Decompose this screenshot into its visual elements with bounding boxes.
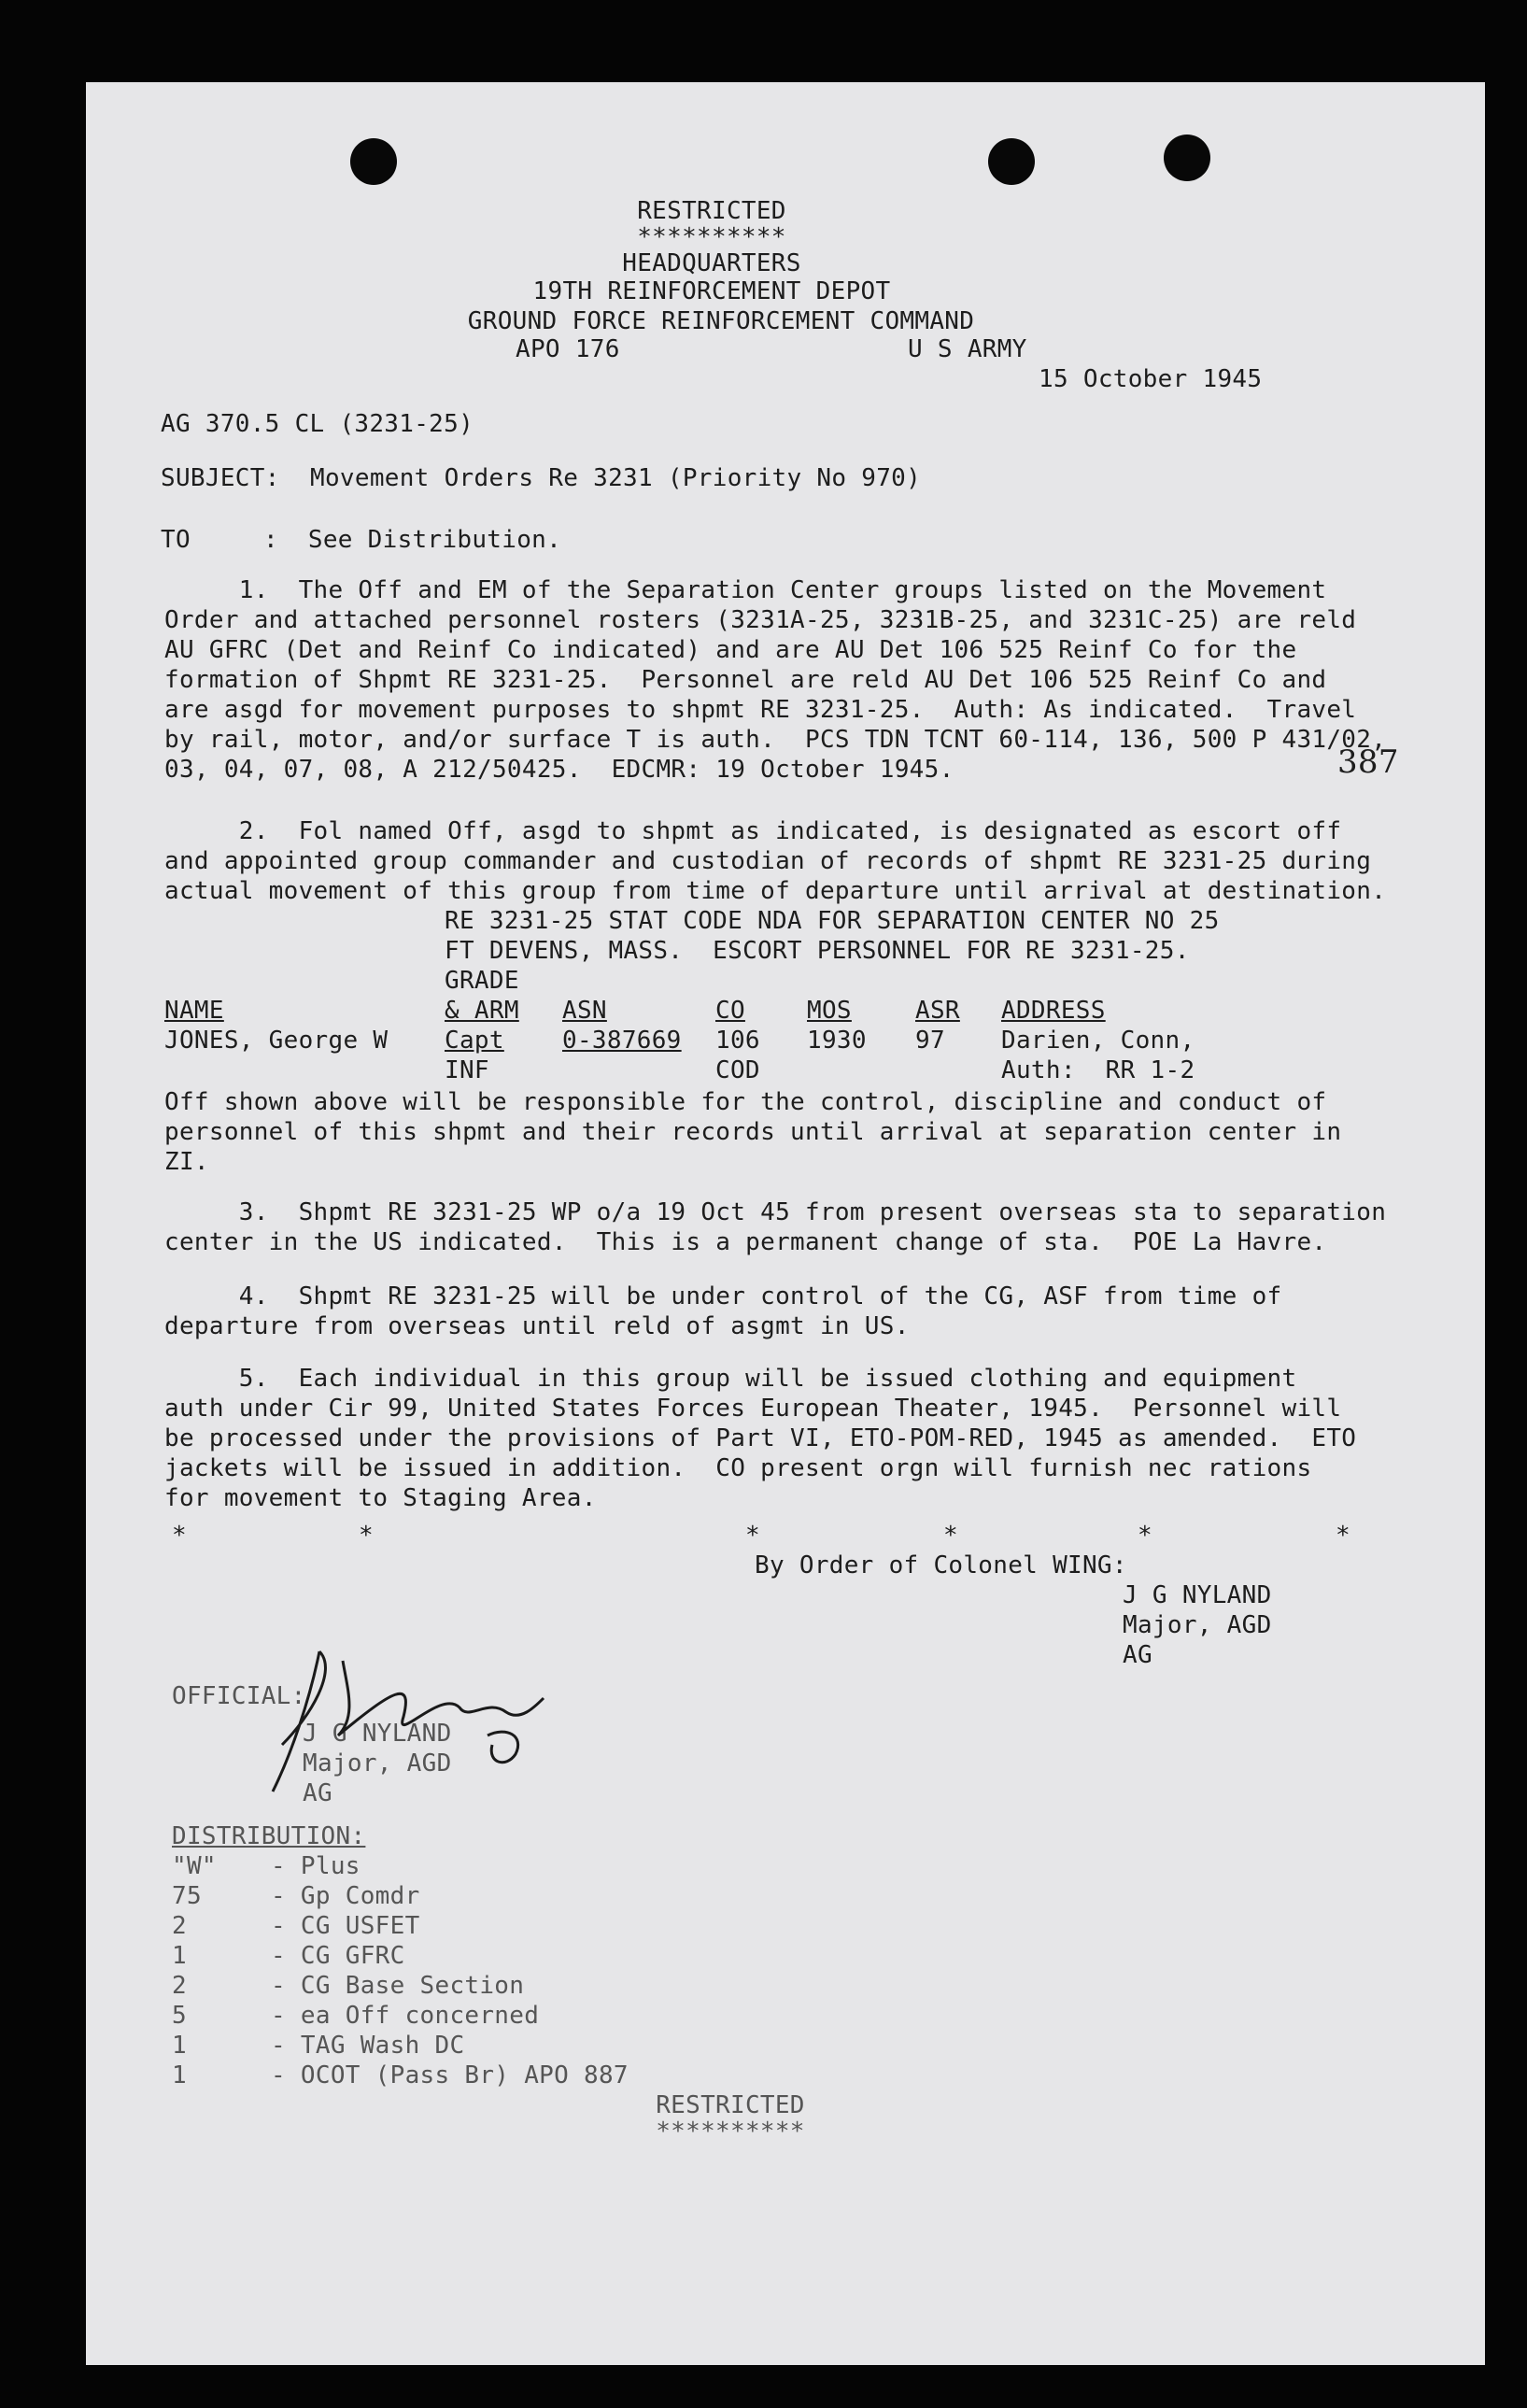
para5-line: jackets will be issued in addition. CO present orgn will furnish nec rations	[164, 1454, 1312, 1482]
cell-mos: 1930	[807, 1027, 867, 1055]
dist-qty: 1	[172, 2061, 187, 2089]
dist-desc: - OCOT (Pass Br) APO 887	[271, 2061, 629, 2089]
para2b-line: personnel of this shpmt and their records until arrival at separation center in	[164, 1118, 1342, 1146]
para3-line: center in the US indicated. This is a permanent change of sta. POE La Havre.	[164, 1228, 1327, 1256]
command-line: GROUND FORCE REINFORCEMENT COMMAND	[467, 307, 975, 335]
para1-line: formation of Shpmt RE 3231-25. Personnel are reld AU Det 106 525 Reinf Co and	[164, 666, 1327, 694]
subject-text: Movement Orders Re 3231 (Priority No 970)	[310, 464, 922, 492]
hq-line: HEADQUARTERS	[622, 249, 801, 277]
dist-desc: - TAG Wash DC	[271, 2032, 465, 2060]
para4-line: 4. Shpmt RE 3231-25 will be under control of the CG, ASF from time of	[164, 1282, 1282, 1310]
subject-label: SUBJECT:	[161, 464, 280, 492]
handwritten-signature	[254, 1633, 562, 1820]
dist-qty: 2	[172, 1972, 187, 2000]
signer-title: AG	[1123, 1641, 1152, 1669]
cell-address: Darien, Conn,	[1001, 1027, 1195, 1055]
cell-co-2: COD	[715, 1056, 760, 1084]
dist-qty: 1	[172, 2032, 187, 2060]
signer-name: J G NYLAND	[1123, 1581, 1272, 1609]
apo-line: APO 176	[516, 335, 620, 363]
star-mark: *	[172, 1522, 187, 1550]
para3-line: 3. Shpmt RE 3231-25 WP o/a 19 Oct 45 from present overseas sta to separation	[164, 1198, 1387, 1226]
para1-line: by rail, motor, and/or surface T is auth. PCS TDN TCNT 60-114, 136, 500 P 431/02,	[164, 726, 1387, 754]
star-mark: *	[745, 1522, 760, 1550]
document-page	[86, 82, 1485, 2365]
cell-auth: Auth: RR 1-2	[1001, 1056, 1195, 1084]
para5-line: 5. Each individual in this group will be issued clothing and equipment	[164, 1365, 1297, 1393]
classification-bottom: RESTRICTED	[656, 2091, 805, 2119]
star-mark: *	[943, 1522, 958, 1550]
cell-co: 106	[715, 1027, 760, 1055]
cell-arm: INF	[445, 1056, 489, 1084]
header-arm: & ARM	[445, 997, 519, 1025]
punch-hole-center	[988, 138, 1035, 185]
page-number: 387	[1337, 744, 1399, 781]
header-address: ADDRESS	[1001, 997, 1106, 1025]
grade-header-top: GRADE	[445, 967, 519, 995]
to-value: : See Distribution.	[263, 526, 562, 554]
signer-rank: Major, AGD	[1123, 1611, 1272, 1639]
header-name: NAME	[164, 997, 224, 1025]
star-mark: *	[1336, 1522, 1350, 1550]
cell-grade: Capt	[445, 1027, 504, 1055]
cell-asr: 97	[915, 1027, 945, 1055]
dist-qty: 5	[172, 2002, 187, 2030]
punch-hole-right	[1164, 135, 1210, 181]
punch-hole-left	[350, 138, 397, 185]
para1-line: AU GFRC (Det and Reinf Co indicated) and are AU Det 106 525 Reinf Co for the	[164, 636, 1297, 664]
stars-top: **********	[637, 223, 786, 251]
stars-bottom: **********	[656, 2118, 805, 2146]
para2-line: 2. Fol named Off, asgd to shpmt as indicated, is designated as escort off	[164, 817, 1342, 845]
para5-line: auth under Cir 99, United States Forces European Theater, 1945. Personnel will	[164, 1395, 1342, 1423]
depot-line: 19TH REINFORCEMENT DEPOT	[532, 277, 891, 305]
para2b-line: ZI.	[164, 1148, 209, 1176]
dist-qty: 75	[172, 1882, 202, 1910]
by-order-line: By Order of Colonel WING:	[755, 1551, 1127, 1579]
para2-line: actual movement of this group from time of departure until arrival at destination.	[164, 877, 1387, 905]
header-asr: ASR	[915, 997, 960, 1025]
official-rank: Major, AGD	[303, 1749, 452, 1778]
para1-line: Order and attached personnel rosters (3231A-25, 3231B-25, and 3231C-25) are reld	[164, 606, 1357, 634]
official-label: OFFICIAL:	[172, 1682, 306, 1710]
header-co: CO	[715, 997, 745, 1025]
official-title: AG	[303, 1779, 332, 1807]
para5-line: for movement to Staging Area.	[164, 1484, 597, 1512]
date-line: 15 October 1945	[1039, 365, 1263, 393]
para2-line: and appointed group commander and custodian of records of shpmt RE 3231-25 during	[164, 847, 1372, 875]
dist-desc: - CG Base Section	[271, 1972, 525, 2000]
dist-desc: - ea Off concerned	[271, 2002, 540, 2030]
dist-desc: - Gp Comdr	[271, 1882, 420, 1910]
dist-desc: - Plus	[271, 1852, 361, 1880]
para1-line: 1. The Off and EM of the Separation Center groups listed on the Movement	[164, 576, 1327, 604]
station-line: RE 3231-25 STAT CODE NDA FOR SEPARATION CENTER NO 25	[445, 907, 1220, 935]
classification-top: RESTRICTED	[637, 197, 786, 225]
dist-qty: 2	[172, 1912, 187, 1940]
station-line: FT DEVENS, MASS. ESCORT PERSONNEL FOR RE 3231-25.	[445, 937, 1190, 965]
header-asn: ASN	[562, 997, 607, 1025]
army-line: U S ARMY	[908, 335, 1027, 363]
header-mos: MOS	[807, 997, 852, 1025]
dist-desc: - CG USFET	[271, 1912, 420, 1940]
para1-line: 03, 04, 07, 08, A 212/50425. EDCMR: 19 October 1945.	[164, 756, 954, 784]
cell-asn: 0-387669	[562, 1027, 682, 1055]
dist-qty: "W"	[172, 1852, 217, 1880]
cell-name: JONES, George W	[164, 1027, 389, 1055]
dist-qty: 1	[172, 1942, 187, 1970]
para1-line: are asgd for movement purposes to shpmt RE 3231-25. Auth: As indicated. Travel	[164, 696, 1357, 724]
star-mark: *	[1138, 1522, 1152, 1550]
official-name: J G NYLAND	[303, 1720, 452, 1748]
star-mark: *	[359, 1522, 374, 1550]
para4-line: departure from overseas until reld of asgmt in US.	[164, 1312, 910, 1340]
to-label: TO	[161, 526, 191, 554]
dist-desc: - CG GFRC	[271, 1942, 405, 1970]
reference-line: AG 370.5 CL (3231-25)	[161, 410, 474, 438]
para5-line: be processed under the provisions of Part VI, ETO-POM-RED, 1945 as amended. ETO	[164, 1424, 1357, 1452]
para2b-line: Off shown above will be responsible for the control, discipline and conduct of	[164, 1088, 1327, 1116]
distribution-label: DISTRIBUTION:	[172, 1822, 366, 1850]
